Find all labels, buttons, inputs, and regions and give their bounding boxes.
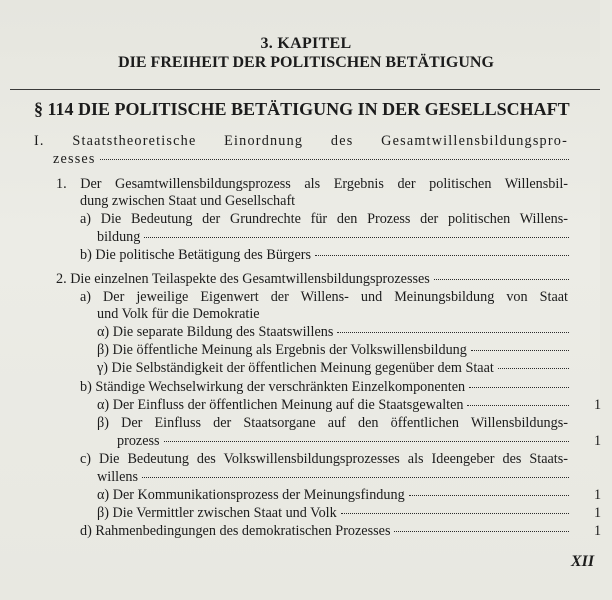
toc-entry-I-1: 1. Der Gesamtwillensbildungsprozess als Ergebnis der politischen Willensbil-: [56, 176, 568, 192]
section-heading: § 114 DIE POLITISCHE BETÄTIGUNG IN DER GESELLSCHAFT: [34, 99, 570, 119]
chapter-number: 3. KAPITEL: [260, 35, 352, 52]
leader-dots: [142, 477, 569, 478]
page-number: 1: [594, 487, 602, 503]
leader-dots: [471, 350, 569, 351]
toc-text: β) Die öffentliche Meinung als Ergebnis der Volkswillensbildung: [97, 342, 467, 358]
toc-text: γ) Die Selbständigkeit der öffentlichen Meinung gegenüber dem Staat: [97, 360, 494, 376]
leader-dots: [434, 279, 569, 280]
toc-text: d) Rahmenbedingungen des demokratischen Prozesses: [80, 523, 391, 539]
toc-entry-I-2-c-cont: [97, 468, 571, 486]
toc-entry-I-1-b: [80, 246, 571, 264]
toc-entry-I-2-d: [80, 522, 571, 540]
toc-entry-I-2-a-beta: [97, 341, 571, 359]
leader-dots: [498, 368, 569, 369]
page-number: 1: [594, 505, 602, 521]
toc-entry-I-2-a-cont: und Volk für die Demokratie: [97, 306, 260, 322]
toc-entry-I-1-a: a) Die Bedeutung der Grundrechte für den Prozess der politischen Willens-: [80, 211, 568, 227]
toc-entry-I-2-c-beta: [97, 504, 571, 522]
leader-dots: [337, 332, 569, 333]
leader-dots: [467, 405, 569, 406]
toc-entry-I-2-a-alpha: [97, 323, 571, 341]
toc-entry-I-2-b-alpha: [97, 396, 571, 414]
leader-dots: [409, 495, 569, 496]
toc-text: α) Der Kommunikationsprozess der Meinungsfindung: [97, 487, 405, 503]
toc-entry-I-cont: [53, 150, 571, 168]
toc-entry-I-2-c-alpha: [97, 486, 571, 504]
toc-text: willens: [97, 469, 138, 485]
toc-entry-I-1-a-cont: [97, 228, 571, 246]
page-number: 1: [594, 523, 602, 539]
toc-entry-I-2: [56, 270, 571, 288]
page-number: 1: [594, 397, 602, 413]
leader-dots: [164, 441, 569, 442]
folio-page-number: XII: [571, 553, 595, 570]
chapter-title: DIE FREIHEIT DER POLITISCHEN BETÄTIGUNG: [118, 54, 494, 71]
toc-entry-I-2-b-beta: β) Der Einfluss der Staatsorgane auf den öffentlichen Willensbildungs-: [97, 415, 568, 431]
leader-dots: [341, 513, 569, 514]
toc-text: prozess: [117, 433, 160, 449]
toc-text: α) Der Einfluss der öffentlichen Meinung auf die Staatsgewalten: [97, 397, 464, 413]
toc-entry-I-2-a: a) Der jeweilige Eigenwert der Willens- und Meinungsbildung von Staat: [80, 289, 568, 305]
toc-text: 2. Die einzelnen Teilaspekte des Gesamtwillensbildungsprozesses: [56, 271, 430, 287]
toc-entry-I-2-b-beta-cont: [117, 432, 571, 450]
toc-text: zesses: [53, 151, 96, 167]
leader-dots: [100, 159, 569, 160]
toc-entry-I-1-cont: dung zwischen Staat und Gesellschaft: [80, 193, 296, 209]
toc-text: b) Die politische Betätigung des Bürgers: [80, 247, 312, 263]
toc-entry-I-2-c: c) Die Bedeutung des Volkswillensbildungsprozesses als Ideengeber des Staats-: [80, 451, 568, 467]
toc-text: β) Die Vermittler zwischen Staat und Volk: [97, 505, 337, 521]
leader-dots: [315, 255, 569, 256]
toc-text: bildung: [97, 229, 141, 245]
toc-entry-I-2-b: [80, 378, 571, 396]
toc-entry-I-2-a-gamma: [97, 359, 571, 377]
toc-entry-I: I. Staatstheoretische Einordnung des Gesamtwillensbildungspro-: [34, 133, 568, 149]
leader-dots: [144, 237, 569, 238]
leader-dots: [469, 387, 569, 388]
toc-text: b) Ständige Wechselwirkung der verschränkten Einzelkomponenten: [80, 379, 466, 395]
page-number: 1: [594, 433, 602, 449]
toc-text: α) Die separate Bildung des Staatswillens: [97, 324, 334, 340]
leader-dots: [394, 531, 569, 532]
